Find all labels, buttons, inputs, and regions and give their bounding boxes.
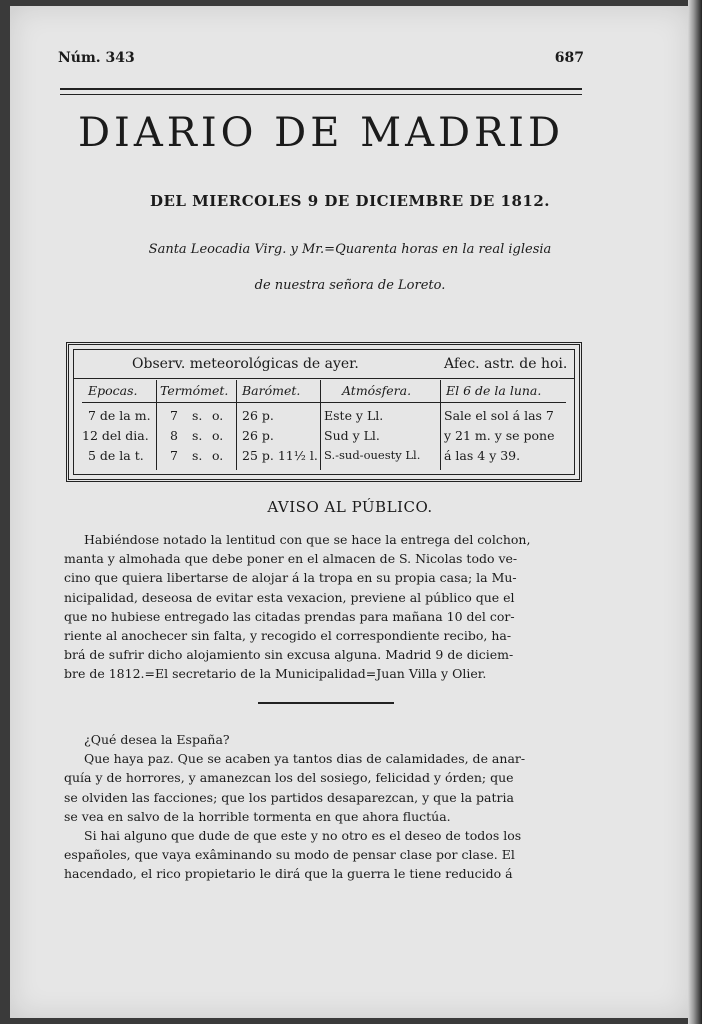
col-termomet: Termómet. <box>160 383 229 398</box>
table-col-rule <box>320 380 321 470</box>
weather-table-frame <box>73 349 575 475</box>
espana-line: se vea en salvo de la horrible tormenta en que ahora fluctúa. <box>64 808 451 824</box>
row3-atmos: S.-sud-ouesty Ll. <box>324 448 421 462</box>
row1-barom: 26 p. <box>242 408 274 423</box>
weather-table <box>66 342 582 482</box>
header-rule-bottom <box>60 94 582 95</box>
weather-heading: Observ. meteorológicas de ayer. <box>132 356 359 372</box>
table-rule <box>74 378 574 379</box>
col-baromet: Barómet. <box>242 383 301 398</box>
page-header <box>58 50 584 66</box>
moon-line-3: á las 4 y 39. <box>444 448 521 463</box>
astro-heading: Afec. astr. de hoi. <box>444 356 568 372</box>
page-number: 687 <box>554 50 584 66</box>
row2-barom: 26 p. <box>242 428 274 443</box>
moon-line-2: y 21 m. y se pone <box>444 428 555 443</box>
row2-term-b: s. <box>192 428 203 443</box>
espana-line: españoles, que vaya exâminando su modo de pensar clase por clase. El <box>64 847 515 863</box>
saint-line-2: de nuestra señora de Loreto. <box>254 278 446 293</box>
section-divider <box>258 702 394 704</box>
newspaper-title: DIARIO DE MADRID <box>77 110 565 156</box>
row1-term-c: o. <box>212 408 224 423</box>
aviso-paragraph <box>64 530 588 684</box>
issue-number: Núm. 343 <box>58 50 135 66</box>
saint-line-1: Santa Leocadia Virg. y Mr.=Quarenta horas en la real iglesia <box>148 242 552 257</box>
row3-term-b: s. <box>192 448 203 463</box>
aviso-line: Habiéndose notado la lentitud con que se hace la entrega del colchon, <box>84 532 531 547</box>
table-col-rule <box>236 380 237 470</box>
table-col-rule <box>440 380 441 470</box>
espana-question: ¿Qué desea la España? <box>84 732 230 747</box>
espana-line: se olviden las facciones; que los partidos desaparezcan, y que la patria <box>64 789 514 805</box>
espana-line: Que haya paz. Que se acaben ya tantos dias de calamidades, de anar- <box>84 751 526 767</box>
row3-term-c: o. <box>212 448 224 463</box>
espana-line: quía y de horrores, y amanezcan los del sosiego, felicidad y órden; que <box>64 770 514 786</box>
book-spine <box>688 0 702 1024</box>
espana-line: Si hai alguno que dude de que este y no otro es el deseo de todos los <box>84 828 522 844</box>
row2-atmos: Sud y Ll. <box>324 428 380 443</box>
newspaper-page <box>10 6 690 1018</box>
moon-line-1: Sale el sol á las 7 <box>444 408 554 423</box>
aviso-line: bre de 1812.=El secretario de la Municipalidad=Juan Villa y Olier. <box>64 666 487 682</box>
table-rule <box>82 402 566 403</box>
aviso-line: riente al anochecer sin falta, y recogido el correspondiente recibo, ha- <box>64 628 512 644</box>
row3-term-a: 7 <box>170 448 178 463</box>
header-rule-top <box>60 88 582 90</box>
table-col-rule <box>156 380 157 470</box>
row1-term-b: s. <box>192 408 203 423</box>
col-luna: El 6 de la luna. <box>446 383 542 398</box>
espana-line: hacendado, el rico propietario le dirá que la guerra le tiene reducido á <box>64 866 513 882</box>
aviso-heading: AVISO AL PÚBLICO. <box>267 498 433 516</box>
row2-epoca: 12 del dia. <box>82 428 149 443</box>
col-atmosfera: Atmósfera. <box>342 383 412 398</box>
dateline: DEL MIERCOLES 9 DE DICIEMBRE DE 1812. <box>149 192 551 210</box>
aviso-line: nicipalidad, deseosa de evitar esta vexacion, previene al público que el <box>64 589 515 605</box>
aviso-line: manta y almohada que debe poner en el almacen de S. Nicolas todo ve- <box>64 551 518 567</box>
row3-barom: 25 p. 11½ l. <box>242 448 318 463</box>
row1-epoca: 7 de la m. <box>88 408 151 423</box>
row1-atmos: Este y Ll. <box>324 408 384 423</box>
row2-term-a: 8 <box>170 428 178 443</box>
aviso-line: brá de sufrir dicho alojamiento sin excusa alguna. Madrid 9 de diciem- <box>64 647 514 663</box>
row2-term-c: o. <box>212 428 224 443</box>
aviso-line: que no hubiese entregado las citadas prendas para mañana 10 del cor- <box>64 608 515 624</box>
col-epocas: Epocas. <box>88 383 138 398</box>
row1-term-a: 7 <box>170 408 178 423</box>
espana-paragraph <box>64 730 588 884</box>
aviso-line: cino que quiera libertarse de alojar á la tropa en su propia casa; la Mu- <box>64 570 517 586</box>
row3-epoca: 5 de la t. <box>88 448 144 463</box>
